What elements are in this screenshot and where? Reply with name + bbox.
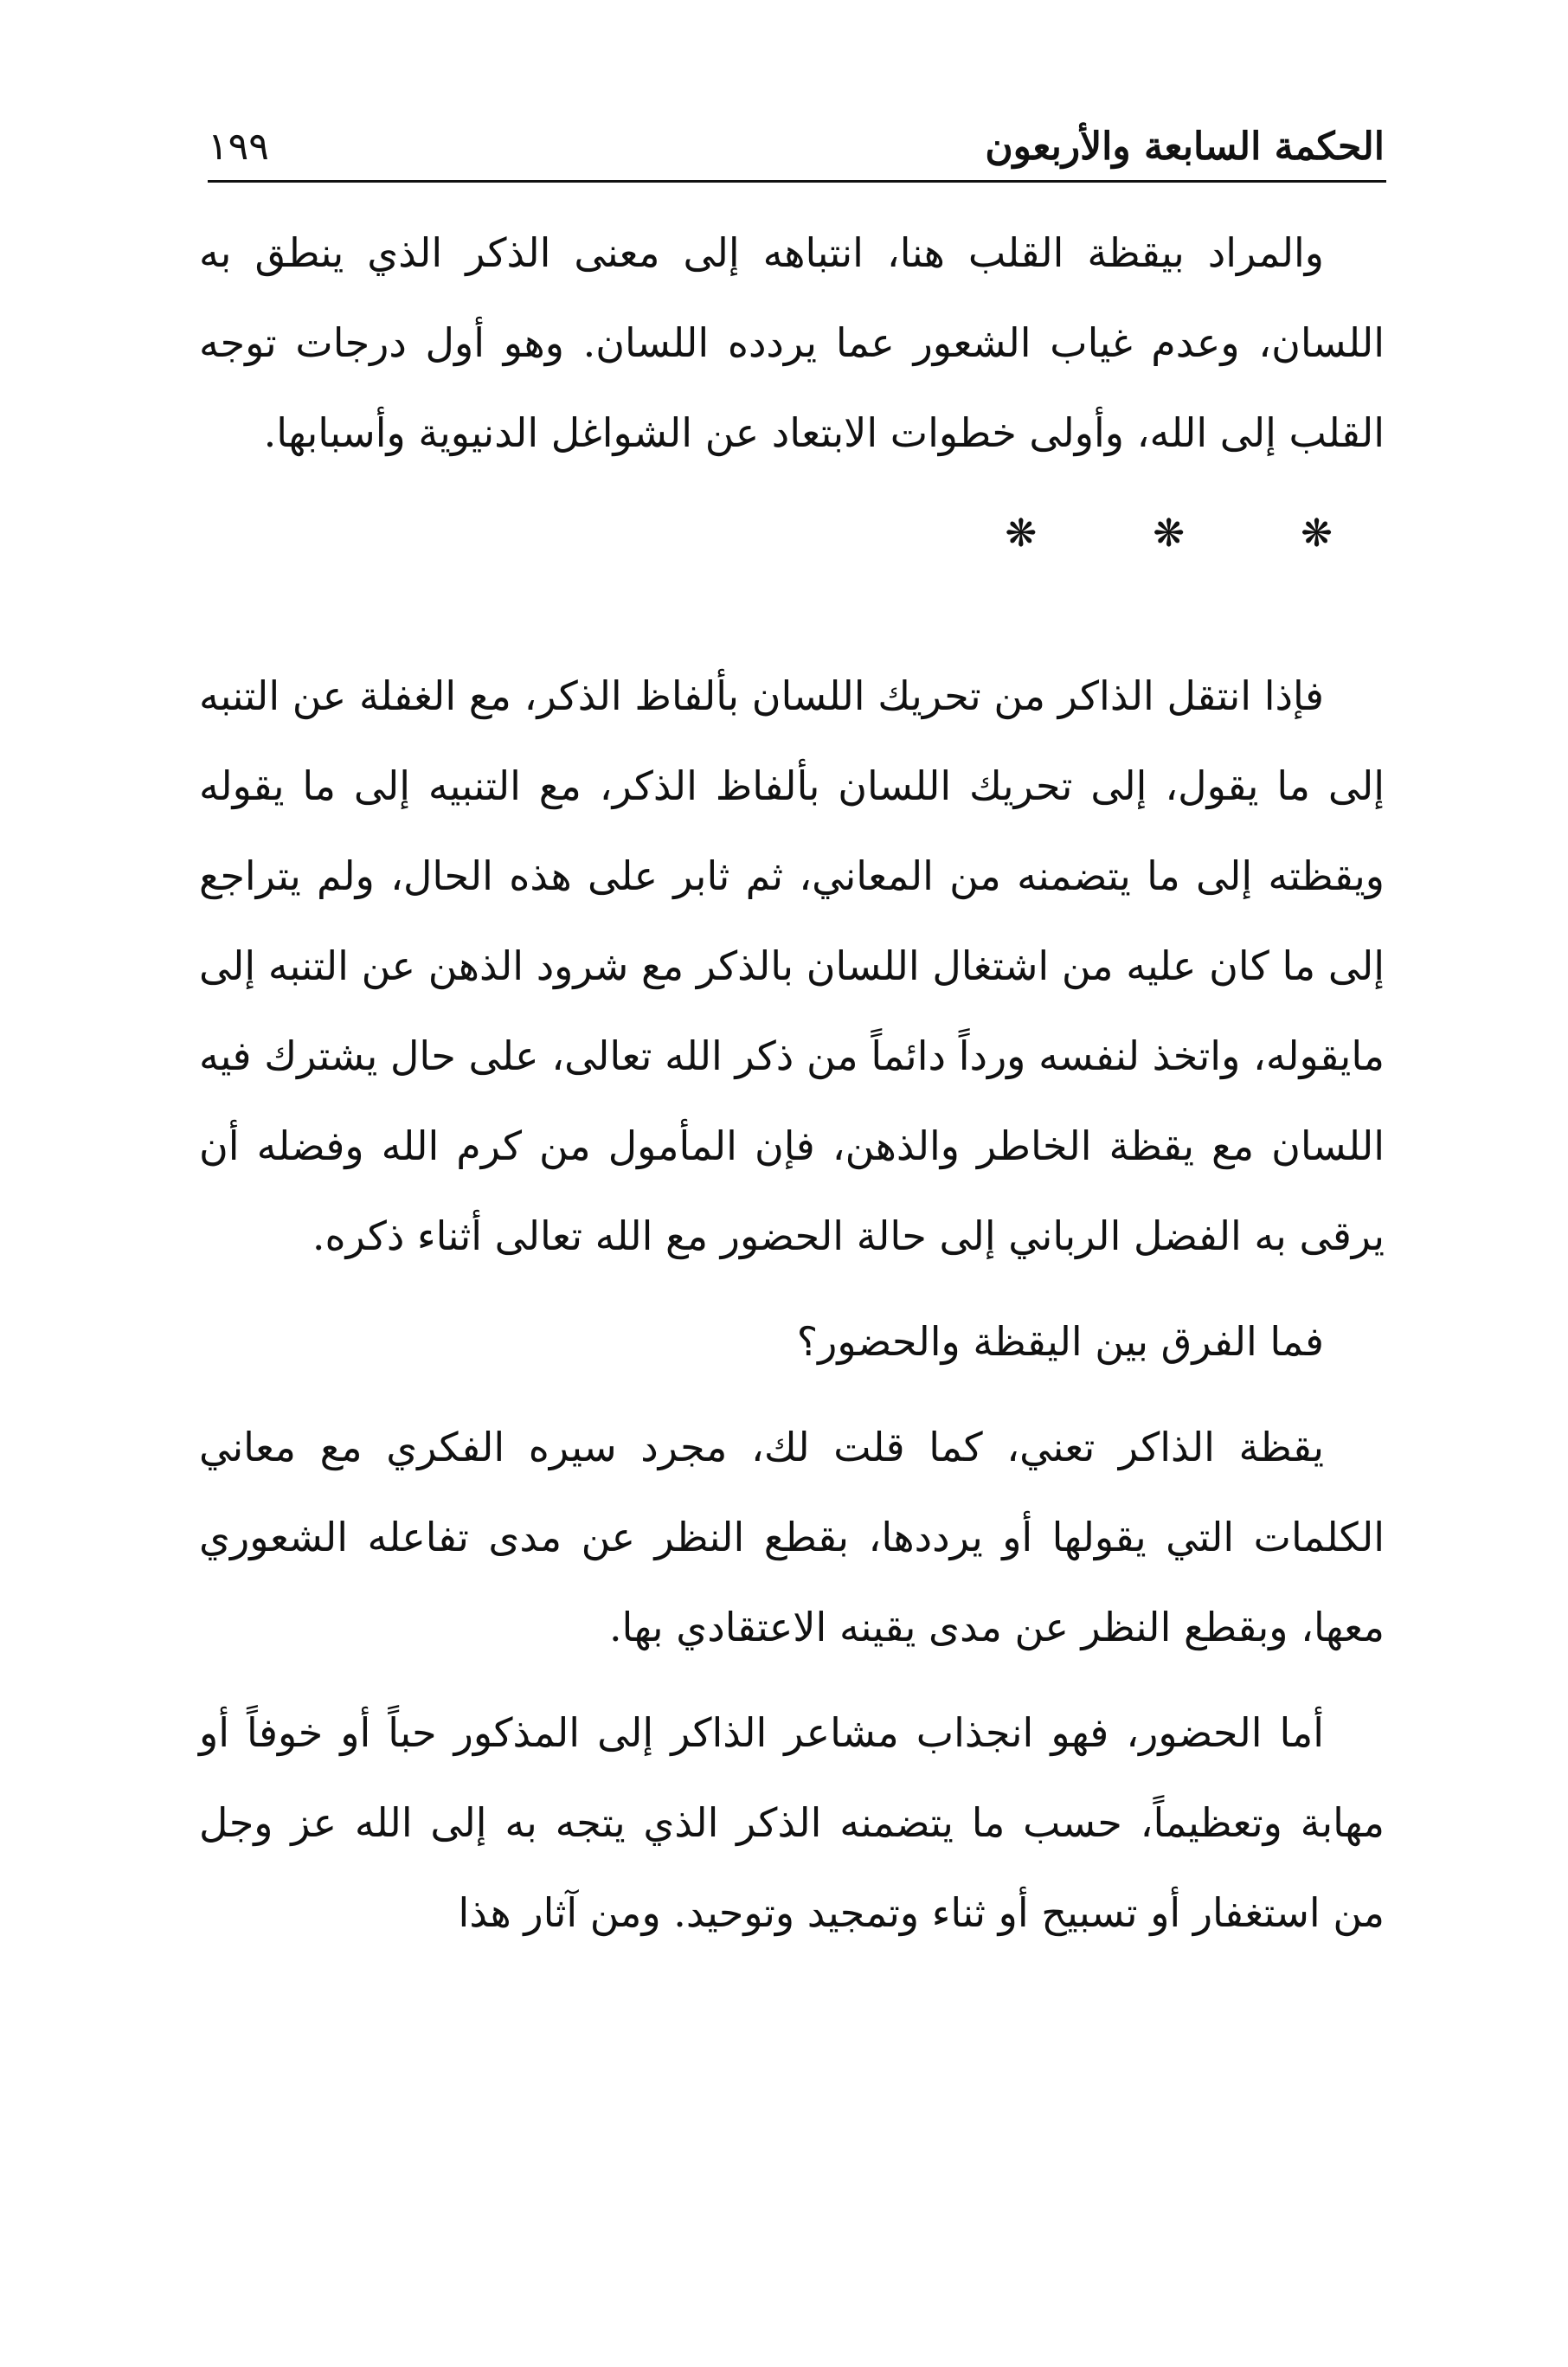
header-divider: [208, 180, 1386, 183]
paragraph-3: فما الفرق بين اليقظة والحضور؟: [796, 1318, 1324, 1365]
paragraph-2: فإذا انتقل الذاكر من تحريك اللسان بألفاظ الذكر، مع الغفلة عن التنبه إلى ما يقول، إلى تحريك اللسان بألفاظ الذكر، مع التنبيه إلى ما يقوله ويقظته إلى ما يتضمنه من المعاني، ثم ثابر على هذه الحال، ولم يتراجع إلى ما كان عليه من اشتغال اللسان بالذكر مع شرود الذهن عن التنبه إلى مايقوله، واتخذ لنفسه ورداً دائماً من ذكر الله تعالى، على حال يشترك فيه اللسان مع يقظة الخاطر والذهن، فإن المأمول من كرم الله وفضله أن يرقى به الفضل الرباني إلى حالة الحضور مع الله تعالى أثناء ذكره.: [199, 672, 1385, 1259]
paragraph-gap: [199, 1672, 1385, 1688]
asterism-icon: ❋: [1153, 511, 1186, 556]
page-body: [199, 208, 1385, 1958]
paragraph-gap: [199, 1281, 1385, 1296]
paragraph-1: والمراد بيقظة القلب هنا، انتباهه إلى معنى الذكر الذي ينطق به اللسان، وعدم غياب الشعور عما يردده اللسان. وهو أول درجات توجه القلب إلى الله، وأولى خطوات الابتعاد عن الشواغل الدنيوية وأسبابها.: [199, 229, 1385, 456]
paragraph-4: يقظة الذاكر تعني، كما قلت لك، مجرد سيره الفكري مع معاني الكلمات التي يقولها أو يرددها، بقطع النظر عن مدى تفاعله الشعوري معها، وبقطع النظر عن مدى يقينه الاعتقادي بها.: [199, 1424, 1385, 1650]
running-header: [208, 121, 1385, 182]
paragraph-gap: [199, 1386, 1385, 1402]
paragraph-5: أما الحضور، فهو انجذاب مشاعر الذاكر إلى المذكور حباً أو خوفاً أو مهابة وتعظيماً، حسب ما يتضمنه الذكر الذي يتجه به إلى الله عز وجل من استغفار أو تسبيح أو ثناء وتمجيد وتوحيد. ومن آثار هذا: [199, 1709, 1385, 1936]
section-separator: [199, 478, 1385, 590]
asterism-icon: ❋: [1005, 511, 1038, 556]
page-number: ١٩٩: [208, 125, 269, 169]
asterism-icon: ❋: [1301, 511, 1333, 556]
chapter-title: الحكمة السابعة والأربعون: [985, 125, 1385, 169]
